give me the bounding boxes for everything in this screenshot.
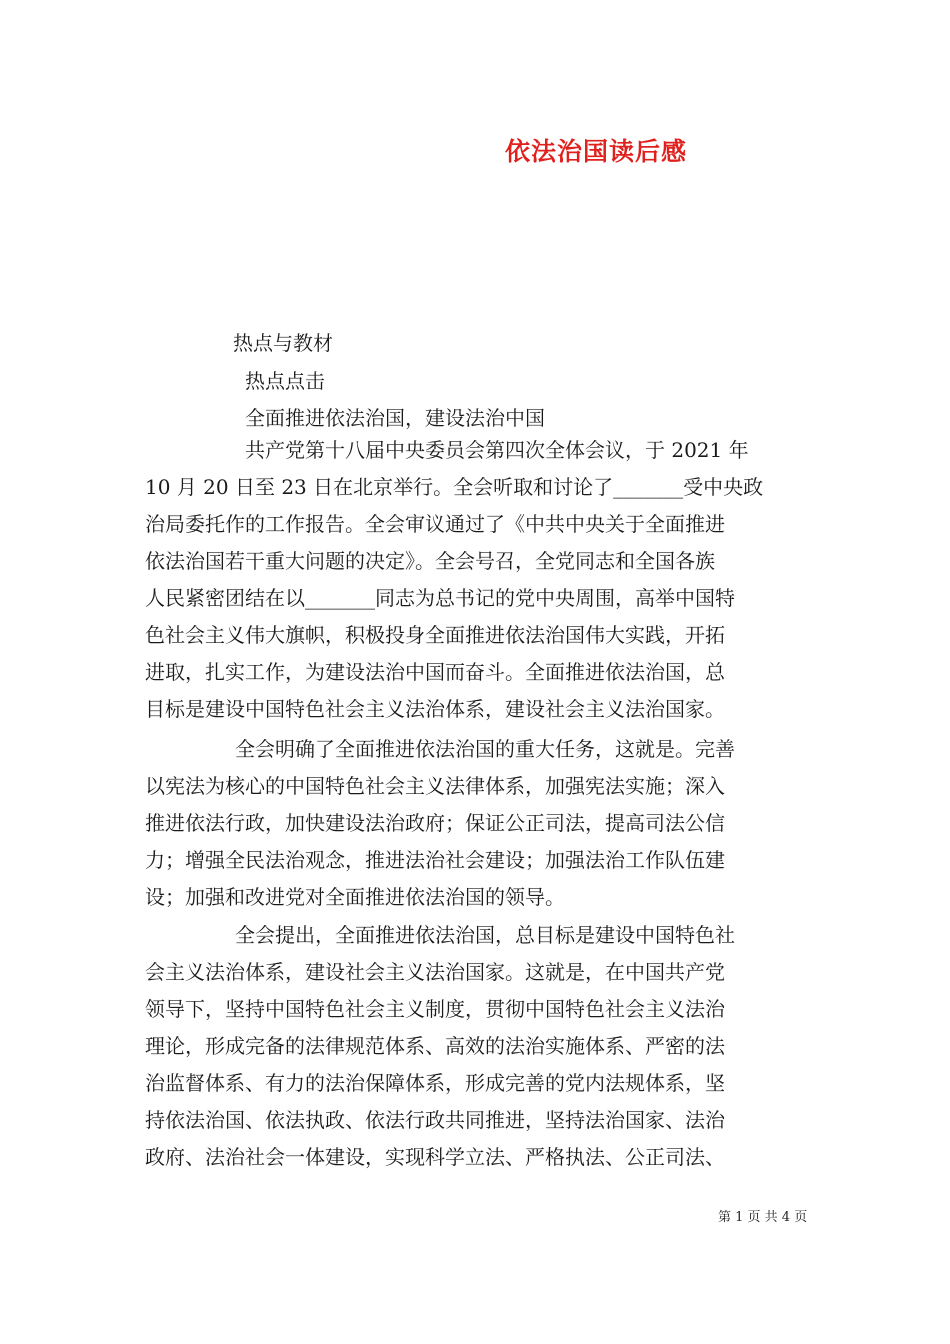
paragraph-line: 共产党第十八届中央委员会第四次全体会议，于 2021 年	[245, 438, 749, 462]
paragraph-line: 设；加强和改进党对全面推进依法治国的领导。	[145, 885, 565, 909]
paragraph-line: 政府、法治社会一体建设，实现科学立法、严格执法、公正司法、	[145, 1145, 725, 1169]
paragraph-line: 持依法治国、依法执政、依法行政共同推进，坚持法治国家、法治	[145, 1108, 725, 1132]
paragraph-line: 会主义法治体系，建设社会主义法治国家。这就是，在中国共产党	[145, 960, 725, 984]
paragraph-line: 全会提出，全面推进依法治国，总目标是建设中国特色社	[235, 923, 735, 947]
paragraph-line: 理论，形成完备的法律规范体系、高效的法治实施体系、严密的法	[145, 1034, 725, 1058]
paragraph-2	[145, 731, 805, 916]
paragraph-1	[145, 432, 805, 728]
section-heading-rule-of-law: 全面推进依法治国，建设法治中国	[245, 406, 545, 430]
paragraph-line: 推进依法行政，加快建设法治政府；保证公正司法，提高司法公信	[145, 811, 725, 835]
paragraph-line: 以宪法为核心的中国特色社会主义法律体系，加强宪法实施；深入	[145, 774, 725, 798]
paragraph-line: 依法治国若干重大问题的决定》。全会号召，全党同志和全国各族	[145, 549, 715, 573]
paragraph-line: 进取，扎实工作，为建设法治中国而奋斗。全面推进依法治国，总	[145, 660, 725, 684]
section-heading-topic-and-textbook: 热点与教材	[233, 331, 333, 355]
paragraph-line: 治监督体系、有力的法治保障体系，形成完善的党内法规体系，坚	[145, 1071, 725, 1095]
paragraph-3	[145, 917, 805, 1176]
page-number-footer: 第 1 页 共 4 页	[718, 1210, 808, 1225]
paragraph-line: 人民紧密团结在以_______同志为总书记的党中央周围，高举中国特	[145, 586, 735, 610]
paragraph-line: 力；增强全民法治观念，推进法治社会建设；加强法治工作队伍建	[145, 848, 725, 872]
paragraph-line: 治局委托作的工作报告。全会审议通过了《中共中央关于全面推进	[145, 512, 725, 536]
paragraph-line: 全会明确了全面推进依法治国的重大任务，这就是。完善	[235, 737, 735, 761]
paragraph-line: 目标是建设中国特色社会主义法治体系，建设社会主义法治国家。	[145, 697, 725, 721]
section-heading-hot-topic: 热点点击	[245, 369, 325, 393]
paragraph-line: 领导下，坚持中国特色社会主义制度，贯彻中国特色社会主义法治	[145, 997, 725, 1021]
paragraph-line: 10 月 20 日至 23 日在北京举行。全会听取和讨论了_______受中央政	[145, 475, 764, 499]
paragraph-line: 色社会主义伟大旗帜，积极投身全面推进依法治国伟大实践，开拓	[145, 623, 725, 647]
document-title: 依法治国读后感	[505, 137, 688, 166]
